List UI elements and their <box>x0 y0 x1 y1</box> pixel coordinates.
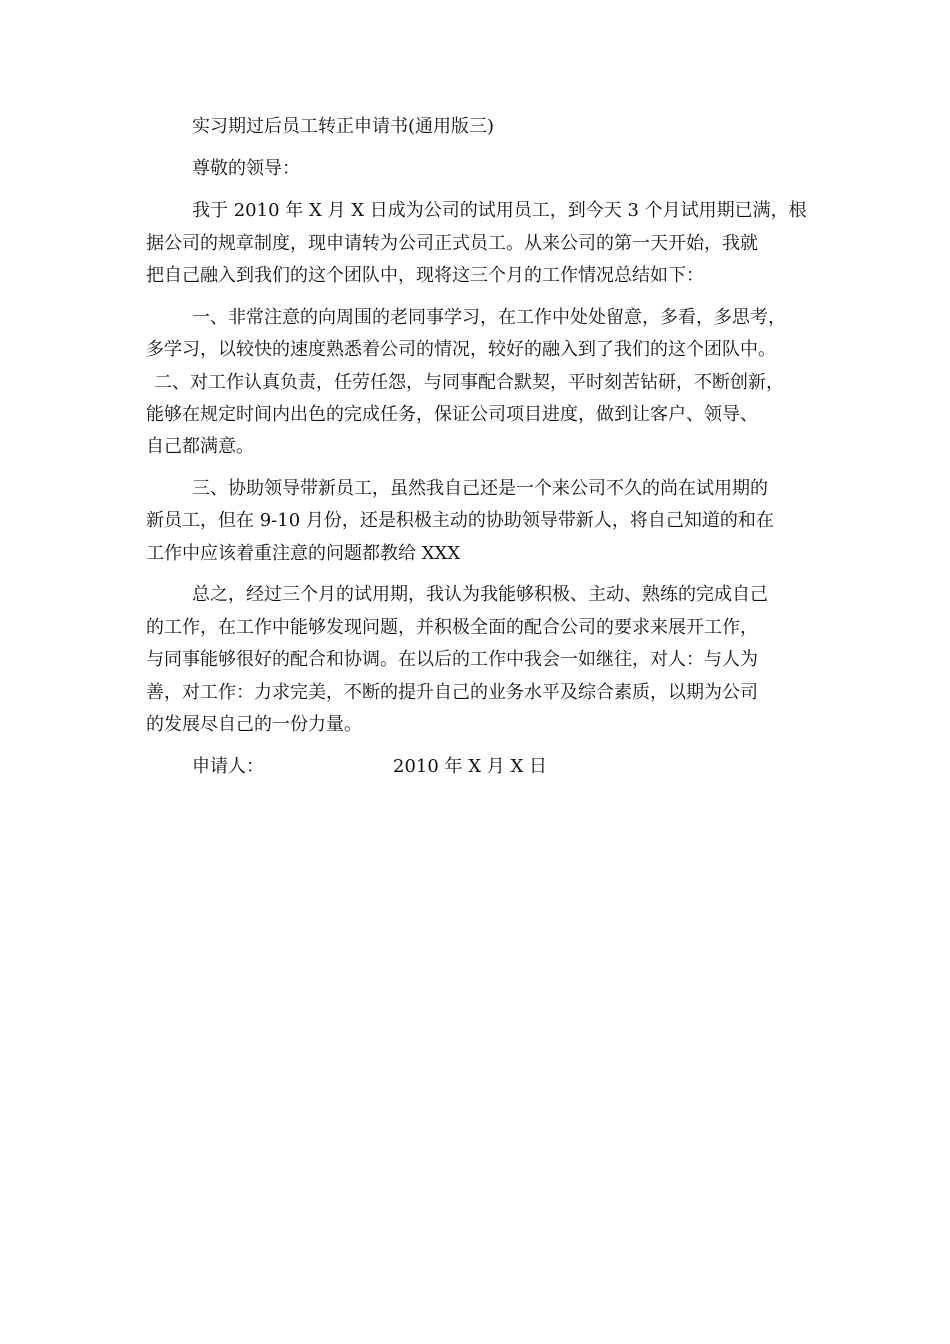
conclusion-line-4: 善，对工作：力求完美，不断的提升自己的业务水平及综合素质，以期为公司 <box>146 682 758 703</box>
intro-line-1: 我于 2010 年 X 月 X 日成为公司的试用员工，到今天 3 个月试用期已满，根 <box>192 200 807 221</box>
point2-line-3: 自己都满意。 <box>146 436 254 457</box>
intro-line-3: 把自己融入到我们的这个团队中，现将这三个月的工作情况总结如下： <box>146 265 704 286</box>
conclusion-line-1: 总之，经过三个月的试用期，我认为我能够积极、主动、熟练的完成自己 <box>192 584 768 605</box>
document-title: 实习期过后员工转正申请书(通用版三) <box>192 116 495 137</box>
conclusion-line-5: 的发展尽自己的一份力量。 <box>146 714 362 735</box>
point1-line-1: 一、非常注意的向周围的老同事学习，在工作中处处留意，多看，多思考， <box>192 307 786 328</box>
point3-line-1: 三、协助领导带新员工，虽然我自己还是一个来公司不久的尚在试用期的 <box>192 478 768 499</box>
point1-line-2: 多学习，以较快的速度熟悉着公司的情况，较好的融入到了我们的这个团队中。 <box>146 339 776 360</box>
point2-line-1: 二、对工作认真负责，任劳任怨，与同事配合默契，平时刻苦钻研，不断创新， <box>154 372 784 393</box>
point3-line-3: 工作中应该着重注意的问题都教给 XXX <box>146 543 461 564</box>
conclusion-line-2: 的工作，在工作中能够发现问题，并积极全面的配合公司的要求来展开工作， <box>146 617 758 638</box>
point2-line-2: 能够在规定时间内出色的完成任务，保证公司项目进度，做到让客户、领导、 <box>146 404 758 425</box>
intro-line-2: 据公司的规章制度，现申请转为公司正式员工。从来公司的第一天开始，我就 <box>146 233 758 254</box>
conclusion-line-3: 与同事能够很好的配合和协调。在以后的工作中我会一如继往，对人：与人为 <box>146 649 758 670</box>
signature-label: 申请人： <box>192 756 264 777</box>
signature-date: 2010 年 X 月 X 日 <box>393 756 548 777</box>
salutation: 尊敬的领导： <box>192 158 300 179</box>
point3-line-2: 新员工，但在 9-10 月份，还是积极主动的协助领导带新人，将自己知道的和在 <box>146 510 774 531</box>
